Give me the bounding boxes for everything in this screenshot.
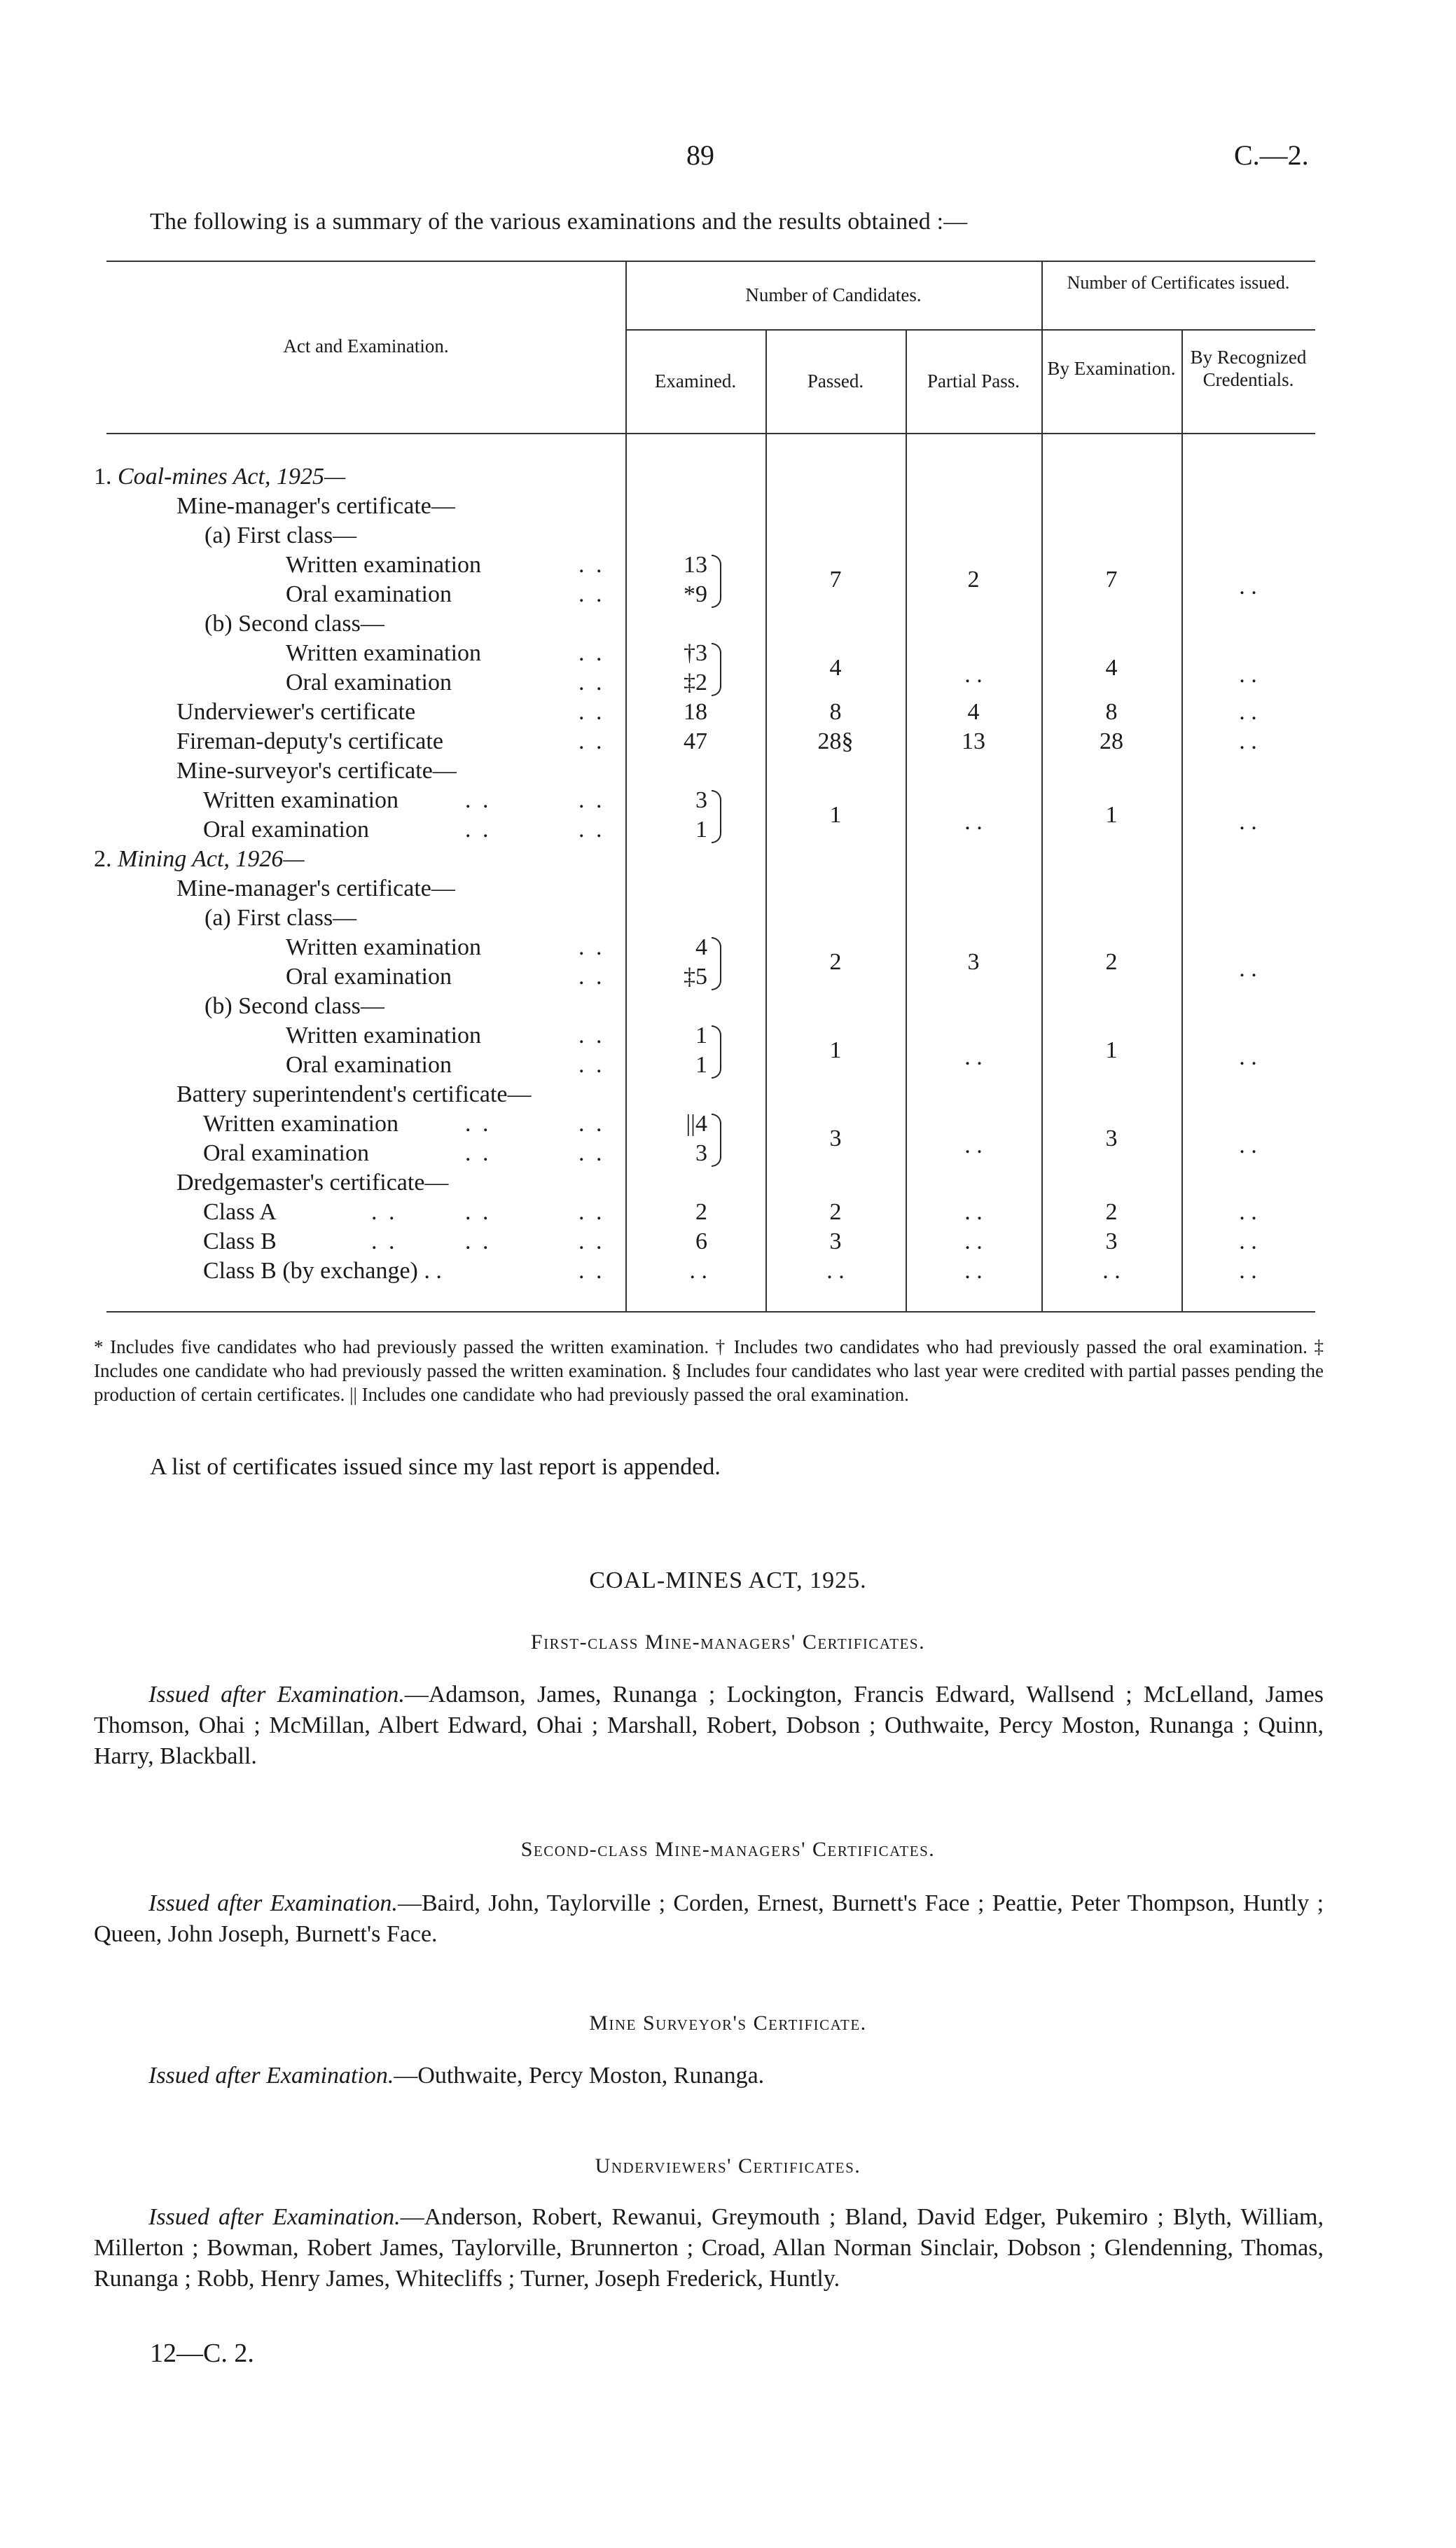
brace-bracket	[712, 1025, 721, 1079]
cell-by-cred: . .	[1239, 1044, 1257, 1070]
row-label: Class A	[203, 1199, 277, 1225]
cell-partial: 4	[967, 699, 980, 725]
row-label: (a) First class—	[204, 522, 357, 548]
leader-dots: . .	[578, 934, 605, 960]
row-label: (b) Second class—	[204, 611, 384, 637]
cell-partial: 2	[967, 567, 980, 593]
cell-examined: ||4	[686, 1111, 707, 1137]
header-number-of-candidates: Number of Candidates.	[745, 284, 922, 305]
certificate-list: —Baird, John, Taylorville ; Corden, Ernest, Burnett's Face ; Peattie, Peter Thompson, Huntly ; Queen, John Joseph, Burnett's Face.	[94, 1890, 1324, 1947]
leader-dots: . .	[371, 1199, 398, 1225]
leader-dots: . .	[371, 1228, 398, 1254]
row-label: Dredgemaster's certificate—	[176, 1170, 449, 1196]
row-label: Written examination	[286, 934, 482, 960]
cell-partial: . .	[964, 662, 983, 688]
cell-passed: 3	[829, 1126, 842, 1151]
leader-dots: . .	[465, 1228, 492, 1254]
lead-text: Issued after Examination.	[148, 2204, 401, 2230]
cell-partial: 3	[967, 949, 980, 975]
row-label: Class B	[203, 1228, 277, 1254]
cell-examined: 47	[684, 728, 707, 754]
cell-examined: †3	[684, 640, 707, 666]
row-label: (a) First class—	[204, 905, 357, 931]
row-label: Fireman-deputy's certificate	[176, 728, 443, 754]
leader-dots: . .	[465, 1199, 492, 1225]
header-number-of-certificates: Number of Certificates issued.	[1067, 272, 1290, 293]
cell-examined: *9	[684, 581, 707, 607]
leader-dots: . .	[578, 1199, 605, 1225]
row-label: Mine-manager's certificate—	[176, 875, 455, 901]
leader-dots: . .	[578, 581, 605, 607]
lead-text: Issued after Examination.	[148, 1890, 398, 1916]
cell-passed: 2	[829, 949, 842, 975]
certificate-list: —Anderson, Robert, Rewanui, Greymouth ; Bland, David Edger, Pukemiro ; Blyth, William, Millerton ; Bowman, Robert James, Taylorville, Brunnerton ; Croad, Allan Norman Sinclair, Dobson ; Glendenning, Thomas, Runanga ; Robb, Henry James, Whitecliffs ; Turner, Joseph Frederick, Huntly.	[94, 2204, 1324, 2292]
cell-partial: . .	[964, 1044, 983, 1070]
cell-by-cred: . .	[1239, 699, 1257, 725]
header-examined: Examined.	[654, 371, 737, 392]
cell-by-exam: 8	[1105, 699, 1118, 725]
cell-examined: . .	[689, 1258, 707, 1284]
page-number: 89	[686, 139, 714, 171]
row-label: Oral examination	[203, 1140, 369, 1166]
leader-dots: . .	[578, 964, 605, 990]
section-title-second-class: Second-class Mine-managers' Certificates.	[520, 1838, 936, 1861]
table-bottom-rule	[106, 1311, 1315, 1313]
lead-text: Issued after Examination.	[148, 2063, 394, 2089]
leader-dots: . .	[578, 552, 605, 578]
col-divider-2	[765, 329, 767, 1311]
cell-by-exam: 4	[1105, 655, 1118, 681]
row-label: Oral examination	[286, 670, 452, 695]
brace-bracket	[712, 555, 721, 608]
leader-dots: . .	[465, 787, 492, 813]
document-reference: C.—2.	[1234, 139, 1309, 171]
row-label-coal-mines-act: 1. Coal-mines Act, 1925—	[94, 464, 346, 490]
cell-examined: 3	[695, 1140, 707, 1166]
cell-examined: 13	[684, 552, 707, 578]
cell-examined: ‡2	[684, 670, 707, 695]
cell-by-exam: 3	[1105, 1228, 1118, 1254]
leader-dots: . .	[578, 699, 605, 725]
row-label: (b) Second class—	[204, 993, 384, 1019]
row-label: Written examination	[286, 640, 482, 666]
cell-examined: ‡5	[684, 964, 707, 990]
cell-partial: . .	[964, 1228, 983, 1254]
cell-passed: 28§	[817, 728, 854, 754]
section-title-first-class: First-class Mine-managers' Certificates.	[530, 1630, 926, 1654]
cell-by-cred: . .	[1239, 1258, 1257, 1284]
leader-dots: . .	[578, 1023, 605, 1048]
cell-by-cred: . .	[1239, 728, 1257, 754]
row-label-mining-act: 2. Mining Act, 1926—	[94, 846, 305, 872]
cell-partial: 13	[962, 728, 985, 754]
leader-dots: . .	[578, 670, 605, 695]
leader-dots: . .	[578, 1111, 605, 1137]
paragraph-second-class	[94, 1888, 1324, 1950]
cell-by-exam: 2	[1105, 949, 1118, 975]
row-label: Mine-surveyor's certificate—	[176, 758, 457, 784]
cell-by-exam: 28	[1100, 728, 1123, 754]
cell-examined: 6	[695, 1228, 707, 1254]
brace-bracket	[712, 1114, 721, 1167]
row-label: Oral examination	[286, 1052, 452, 1078]
leader-dots: . .	[578, 817, 605, 843]
leader-dots: . .	[465, 1111, 492, 1137]
cell-by-cred: . .	[1239, 574, 1257, 600]
cell-passed: 4	[829, 655, 842, 681]
brace-bracket	[712, 937, 721, 990]
cell-partial: . .	[964, 809, 983, 835]
leader-dots: . .	[578, 640, 605, 666]
row-label: Underviewer's certificate	[176, 699, 416, 725]
paragraph-underviewers	[94, 2202, 1324, 2294]
col-divider-4	[1041, 261, 1043, 1311]
cell-by-cred: . .	[1239, 1199, 1257, 1225]
cell-partial: . .	[964, 1199, 983, 1225]
cell-examined: 1	[695, 1023, 707, 1048]
cell-passed: 2	[829, 1199, 842, 1225]
intro-text: The following is a summary of the various examinations and the results obtained :—	[150, 209, 968, 235]
cell-passed: 8	[829, 699, 842, 725]
lead-text: Issued after Examination.	[148, 1682, 405, 1708]
header-act-examination: Act and Examination.	[283, 335, 449, 356]
header-by-credentials: By Recognized Credentials.	[1190, 347, 1307, 390]
row-label: Written examination	[286, 1023, 482, 1048]
section-main-title: COAL-MINES ACT, 1925.	[589, 1567, 867, 1593]
leader-dots: . .	[578, 1228, 605, 1254]
leader-dots: . .	[465, 817, 492, 843]
cell-examined: 1	[695, 817, 707, 843]
cell-by-exam: 7	[1105, 567, 1118, 593]
cell-examined: 3	[695, 787, 707, 813]
paragraph-first-class	[94, 1680, 1324, 1772]
header-by-examination: By Examination.	[1047, 358, 1176, 379]
cell-passed: 1	[829, 802, 842, 828]
brace-bracket	[712, 643, 721, 696]
section-title-underviewers: Underviewers' Certificates.	[595, 2154, 861, 2177]
col-divider-5	[1181, 329, 1183, 1311]
cell-passed: 3	[829, 1228, 842, 1254]
section-title-surveyor: Mine Surveyor's Certificate.	[589, 2012, 867, 2035]
col-divider-3	[906, 329, 907, 1311]
cell-by-exam: 1	[1105, 1037, 1118, 1063]
cell-by-exam: 3	[1105, 1126, 1118, 1151]
header-passed: Passed.	[807, 371, 864, 392]
cell-examined: 4	[695, 934, 707, 960]
table-footnotes: * Includes five candidates who had previously passed the written examination. † Includes two candidates who had previously passed the oral examination. ‡ Includes one candidate who had previously passed the written examination. § Includes four candidates who last year were credited with partial passes pending the production of certain certificates. || Includes one candidate who had previously passed the oral examination.	[94, 1336, 1324, 1405]
leader-dots: . .	[578, 1140, 605, 1166]
cell-by-exam: . .	[1102, 1258, 1121, 1284]
leader-dots: . .	[578, 1258, 605, 1284]
certificate-list: —Outhwaite, Percy Moston, Runanga.	[394, 2063, 765, 2089]
cell-by-cred: . .	[1239, 1133, 1257, 1158]
header-bottom-rule	[106, 433, 1315, 434]
cell-examined: 1	[695, 1052, 707, 1078]
header-group-rule	[625, 329, 1315, 331]
appended-note: A list of certificates issued since my last report is appended.	[150, 1454, 721, 1480]
cell-passed: . .	[826, 1258, 845, 1284]
leader-dots: . .	[578, 1052, 605, 1078]
header-partial-pass: Partial Pass.	[927, 371, 1020, 392]
row-label: Battery superintendent's certificate—	[176, 1081, 532, 1107]
row-label: Written examination	[203, 1111, 399, 1137]
cell-by-exam: 1	[1105, 802, 1118, 828]
cell-by-cred: . .	[1239, 956, 1257, 982]
row-label: Written examination	[203, 787, 399, 813]
cell-by-exam: 2	[1105, 1199, 1118, 1225]
row-label: Oral examination	[286, 964, 452, 990]
cell-passed: 1	[829, 1037, 842, 1063]
cell-examined: 18	[684, 699, 707, 725]
leader-dots: . .	[578, 728, 605, 754]
row-label: Mine-manager's certificate—	[176, 493, 455, 519]
cell-partial: . .	[964, 1258, 983, 1284]
cell-passed: 7	[829, 567, 842, 593]
cell-partial: . .	[964, 1133, 983, 1158]
row-label: Written examination	[286, 552, 482, 578]
paragraph-surveyor	[94, 2061, 1324, 2091]
row-label: Oral examination	[203, 817, 369, 843]
leader-dots: . .	[578, 787, 605, 813]
cell-by-cred: . .	[1239, 1228, 1257, 1254]
brace-bracket	[712, 790, 721, 843]
leader-dots: . .	[465, 1140, 492, 1166]
row-label: Oral examination	[286, 581, 452, 607]
cell-by-cred: . .	[1239, 809, 1257, 835]
cell-examined: 2	[695, 1199, 707, 1225]
row-label: Class B (by exchange) . .	[203, 1258, 442, 1284]
table-top-rule	[106, 261, 1315, 262]
col-divider-1	[625, 261, 627, 1311]
certificate-list: —Adamson, James, Runanga ; Lockington, Francis Edward, Wallsend ; McLelland, James Thomson, Ohai ; McMillan, Albert Edward, Ohai ; Marshall, Robert, Dobson ; Outhwaite, Percy Moston, Runanga ; Quinn, Harry, Blackball.	[94, 1682, 1324, 1769]
cell-by-cred: . .	[1239, 662, 1257, 688]
signature-mark: 12—C. 2.	[150, 2339, 254, 2368]
